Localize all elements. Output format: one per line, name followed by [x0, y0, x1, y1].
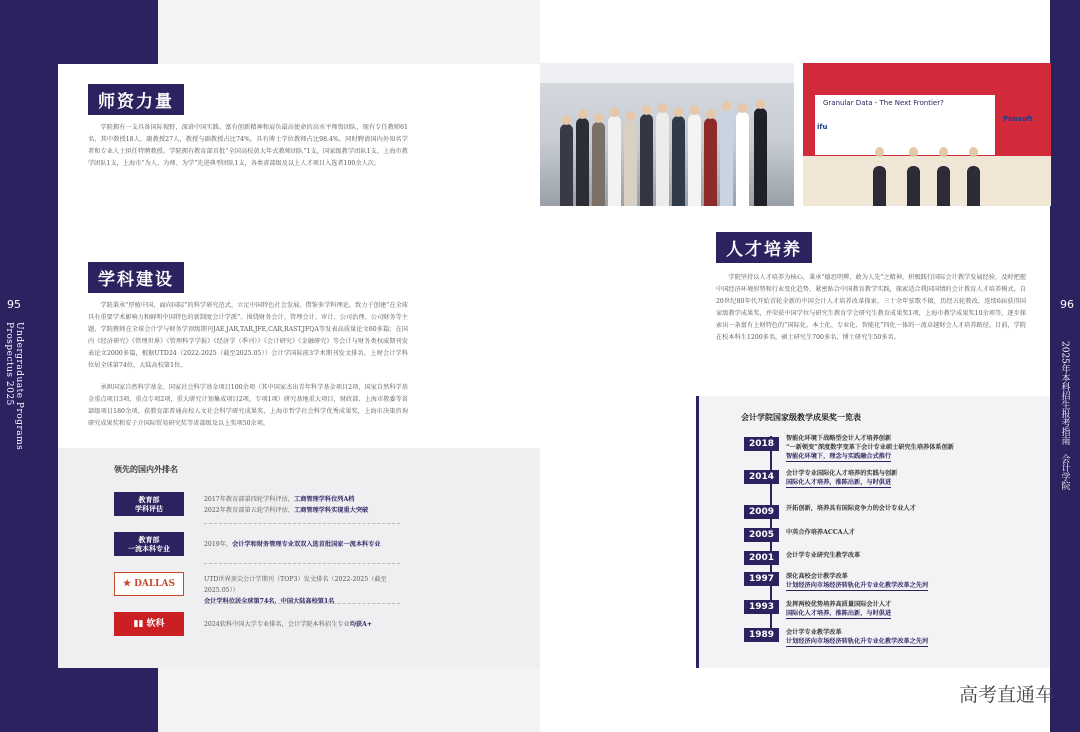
group-photo — [540, 63, 794, 206]
talent-paragraph: 学院坚持以人才培养为核心，秉承“德思明辨，敢为人先”之精神，积极践行国际会计教学发展经验，及时把握中国经济环境形势和行业变化趋势，紧密贴合中国教育教学实践，探索适合我国国情的会计教育人才培养模式。自20世纪80年代开始首轮全新的中国会计人才培养改革探索，三十余年弦歌不辍，历经五轮教改，连续6届获得国家级教学成果奖，并荣获中国学位与研究生教育学会研究生教育成果奖1项，上海市教学成果奖10余项等，逐步探索出一条富有上财特色的“国际化、本土化、专业化、智能化”四化一体的一流卓越财会人才培养路径。目前，学院在校本科生1200多名，硕士研究生700多名，博士研究生50多名。 — [716, 274, 1026, 341]
ranking-item: 2019年，会计学和财务管理专业双双入选首批国家一流本科专业 — [204, 541, 381, 548]
page-number-right: 96 — [1060, 298, 1074, 311]
rankings-heading: 领先的国内外排名 — [114, 464, 178, 474]
moe-assessment-logo: 教育部 学科评估 — [114, 492, 184, 516]
utd-dallas-logo: ★ DALLAS — [114, 572, 184, 596]
award-entry: 会计学专业教学改革 计划经济向市场经济转轨化升专业化教学改革之先河 — [786, 629, 929, 645]
year-badge: 2009 — [744, 505, 779, 519]
discipline-section-title: 学科建设 — [88, 262, 184, 293]
year-badge: 1997 — [744, 572, 779, 586]
discipline-paragraph-2: 承担国家自然科学基金、国家社会科学基金项目100余项（其中国家杰出青年科学基金项目2项，国家自然科学基金重点项目3项，重点专项2项，重大研究计划集成项目2项，专项1项）研究基地重大项目，财政部、上海市教委等省部级项目180余项。获教育部普通高校人文社会科学研究成果奖，上海市哲学社会科学优秀成果奖，上海市决策咨询研究成果奖和安子介国际贸易研究奖等省部级及以上奖项50余项。 — [88, 384, 408, 427]
sponsor-logo: Pansoft — [1003, 115, 1034, 123]
shanghai-ranking-logo: ▮▮ 软科 — [114, 612, 184, 636]
page-number-left: 95 — [7, 298, 21, 311]
year-badge: 2014 — [744, 470, 779, 484]
moe-first-class-logo: 教育部 一流本科专业 — [114, 532, 184, 556]
ceiling — [540, 63, 794, 83]
year-badge: 2005 — [744, 528, 779, 542]
divider — [204, 603, 400, 604]
watermark: 高考直通车 — [958, 684, 1054, 706]
awards-title: 会计学院国家级教学成果奖一览表 — [741, 412, 861, 422]
divider — [204, 563, 400, 564]
ranking-item: 2017年教育部第四轮学科评估，工商管理学科位列A档 2022年教育部第五轮学科评估，工商管理学科实现重大突破 — [204, 496, 369, 514]
dallas-star-icon: ★ — [122, 578, 132, 589]
award-entry: 深化高校会计教学改革 计划经济向市场经济转轨化升专业化教学改革之先河 — [786, 573, 929, 589]
faculty-section-title: 师资力量 — [88, 84, 184, 115]
conference-photo — [803, 63, 1051, 206]
discipline-paragraph-1: 学院秉承“厚植中国，面向国际”的科学研究范式，立足中国特色社会发展，借鉴多学科理论，致力于创建“在全球具有重要学术影响力和鲜明中国特色的新制度会计学派”。围绕财务会计、管理会计、审计、公司治理、公司财务等主题，学院教师在全球会计学与财务学顶级期刊JAE,JAR,TAR,JFE,CAR,RAST,JFQA等发表高质量论文60多篇；在国内《经济研究》《管理世界》《管理科学学报》《经济学（季刊）》《会计研究》《金融研究》等会计与财务类权威期刊发表论文2000多篇，根据UTD24（2022-2025（截至2025.05））会计学国际前3学术期刊发文排名，上财会计学科位居全球第74位，大陆高校第1位。 — [88, 302, 408, 369]
year-badge: 1993 — [744, 600, 779, 614]
award-entry: 发挥两校优势培养高质量国际会计人才 国际化人才培养，推陈出新，与时俱进 — [786, 601, 892, 617]
bars-icon: ▮▮ — [133, 618, 144, 629]
guide-vertical-label: 2025年本科招生报考指南 会计学院 — [1059, 340, 1070, 490]
award-entry: 中英合作培养ACCA人才 — [786, 529, 855, 536]
award-entry: 开拓创新，培养具有国际竞争力的会计专业人才 — [786, 505, 916, 512]
prospectus-vertical-label: Undergraduate Programs Prospectus 2025 — [4, 322, 24, 451]
year-badge: 1989 — [744, 628, 779, 642]
year-badge: 2018 — [744, 437, 779, 451]
award-entry: 会计学专业研究生教学改革 — [786, 552, 861, 559]
screen-caption: Granular Data - The Next Frontier? — [823, 99, 944, 107]
stage — [803, 156, 1051, 206]
faculty-paragraph: 学院拥有一支具备国际视野，深谙中国实践、富有创新精神和肩负最高使命的高水平师资团队，现有专任教师61名，其中教授18人，副教授27人，教授与副教授占比74%，具有博士学位教师占比98.4%，同时聘请国内外知名学者和专业人士担任特聘教授。学院拥有教育部首批“全国高校黄大年式教师团队”1支，国家级教学团队1支，上海市教学团队1支，上海市“为人、为师、为学”先进典型团队1支，各类省部级及以上人才项目入选者100余人次。 — [88, 124, 408, 167]
award-entry: 智能化环境下战略型会计人才培养创新 “一新领变”深度数字变革下会计专业硕士研究生培养体系创新 智能化环境下，理念与实践融合式推行 — [786, 435, 954, 460]
year-badge: 2001 — [744, 551, 779, 565]
ranking-item: UTD世界顶尖会计学期刊（TOP3）发文排名（2022-2025（截至2025.05）） 会计学科位居全球第74名，中国大陆高校第1名 — [204, 576, 387, 605]
ranking-item: 2024软科中国大学专业排名，会计学院本科招生专业均获A+ — [204, 621, 373, 628]
divider — [204, 523, 400, 524]
talent-section-title: 人才培养 — [716, 232, 812, 263]
award-entry: 会计学专业国际化人才培养的实践与创新 国际化人才培养，推陈出新，与时俱进 — [786, 470, 898, 486]
sponsor-logo: ifu — [817, 123, 828, 131]
